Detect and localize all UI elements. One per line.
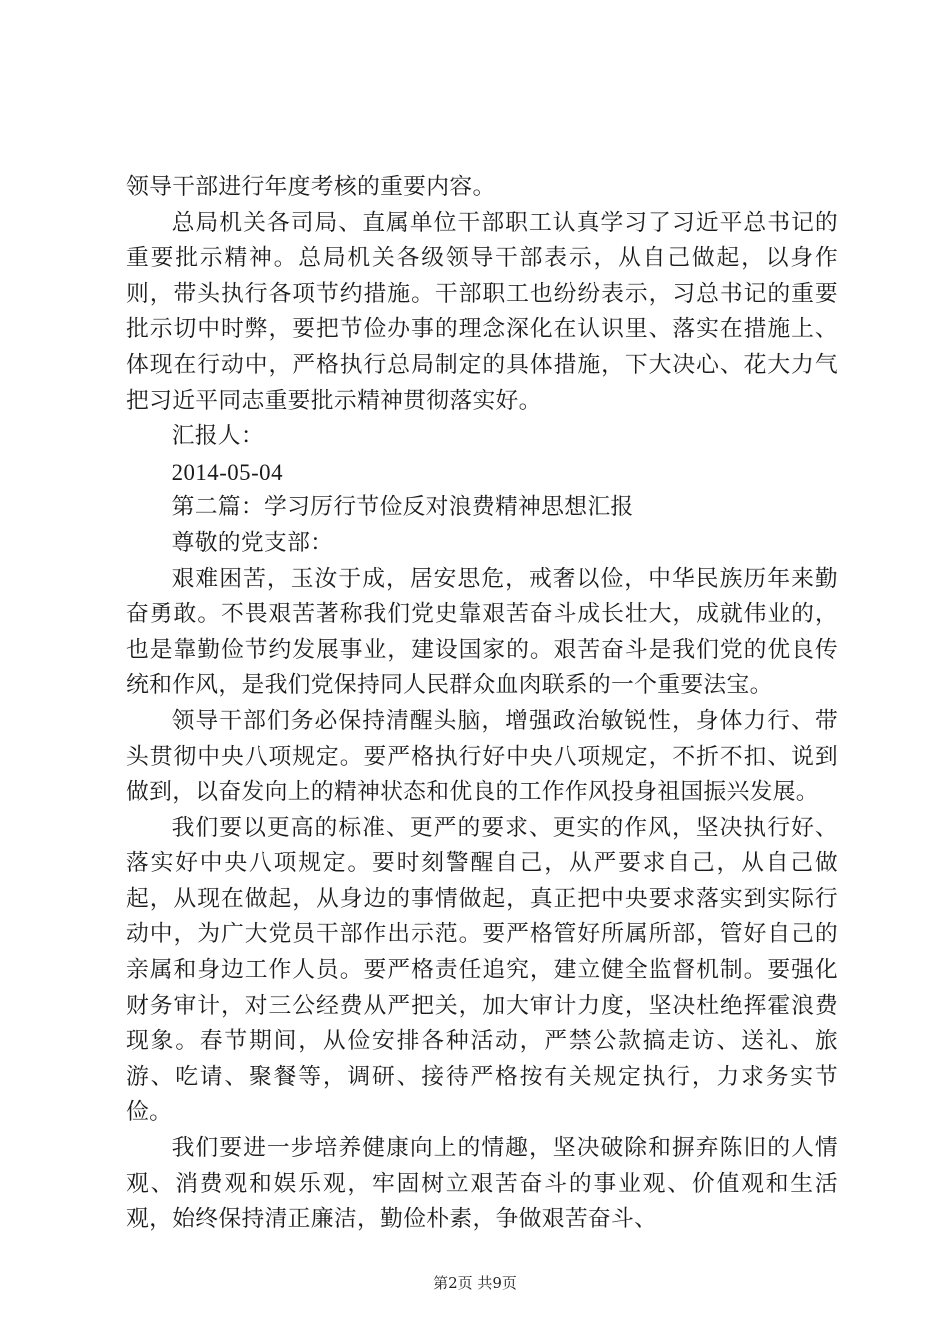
paragraph: 我们要进一步培养健康向上的情趣，坚决破除和摒弃陈旧的人情观、消费观和娱乐观，牢固树立艰苦奋斗的事业观、价值观和生活观，始终保持清正廉洁，勤俭朴素，争做艰苦奋斗、 [126,1135,838,1233]
paragraph: 我们要以更高的标准、更严的要求、更实的作风，坚决执行好、落实好中央八项规定。要时刻警醒自己，从严要求自己，从自己做起，从现在做起，从身边的事情做起，真正把中央要求落实到实际行动中，为广大党员干部作出示范。要严格管好所属所部，管好自己的亲属和身边工作人员。要严格责任追究，建立健全监督机制。要强化财务审计，对三公经费从严把关，加大审计力度，坚决杜绝挥霍浪费现象。春节期间，从俭安排各种活动，严禁公款搞走访、送礼、旅游、吃请、聚餐等，调研、接待严格按有关规定执行，力求务实节俭。 [126,814,838,1126]
reporter-label: 汇报人： [171,423,264,450]
section-title: 第二篇：学习厉行节俭反对浪费精神思想汇报 [171,494,634,521]
paragraph: 领导干部进行年度考核的重要内容。 [126,174,496,200]
paragraph: 总局机关各司局、直属单位干部职工认真学习了习近平总书记的重要批示精神。总局机关各级领导干部表示，从自己做起，以身作则，带头执行各项节约措施。干部职工也纷纷表示，习总书记的重要批示切中时弊，要把节俭办事的理念深化在认识里、落实在措施上、体现在行动中，严格执行总局制定的具体措施，下大决心、花大力气把习近平同志重要批示精神贯彻落实好。 [126,209,838,414]
paragraph: 领导干部们务必保持清醒头脑，增强政治敏锐性，身体力行、带头贯彻中央八项规定。要严格执行好中央八项规定，不折不扣、说到做到，以奋发向上的精神状态和优良的工作作风投身祖国振兴发展。 [126,707,838,806]
paragraph: 艰难困苦，玉汝于成，居安思危，戒奢以俭，中华民族历年来勤奋勇敢。不畏艰苦著称我们党史靠艰苦奋斗成长壮大，成就伟业的，也是靠勤俭节约发展事业，建设国家的。艰苦奋斗是我们党的优良传统和作风，是我们党保持同人民群众血肉联系的一个重要法宝。 [126,565,838,699]
report-date: 2014-05-04 [171,459,283,485]
document-body [126,170,838,1238]
salutation: 尊敬的党支部： [171,529,334,556]
page-number-footer: 第2页 共9页 [433,1274,517,1292]
